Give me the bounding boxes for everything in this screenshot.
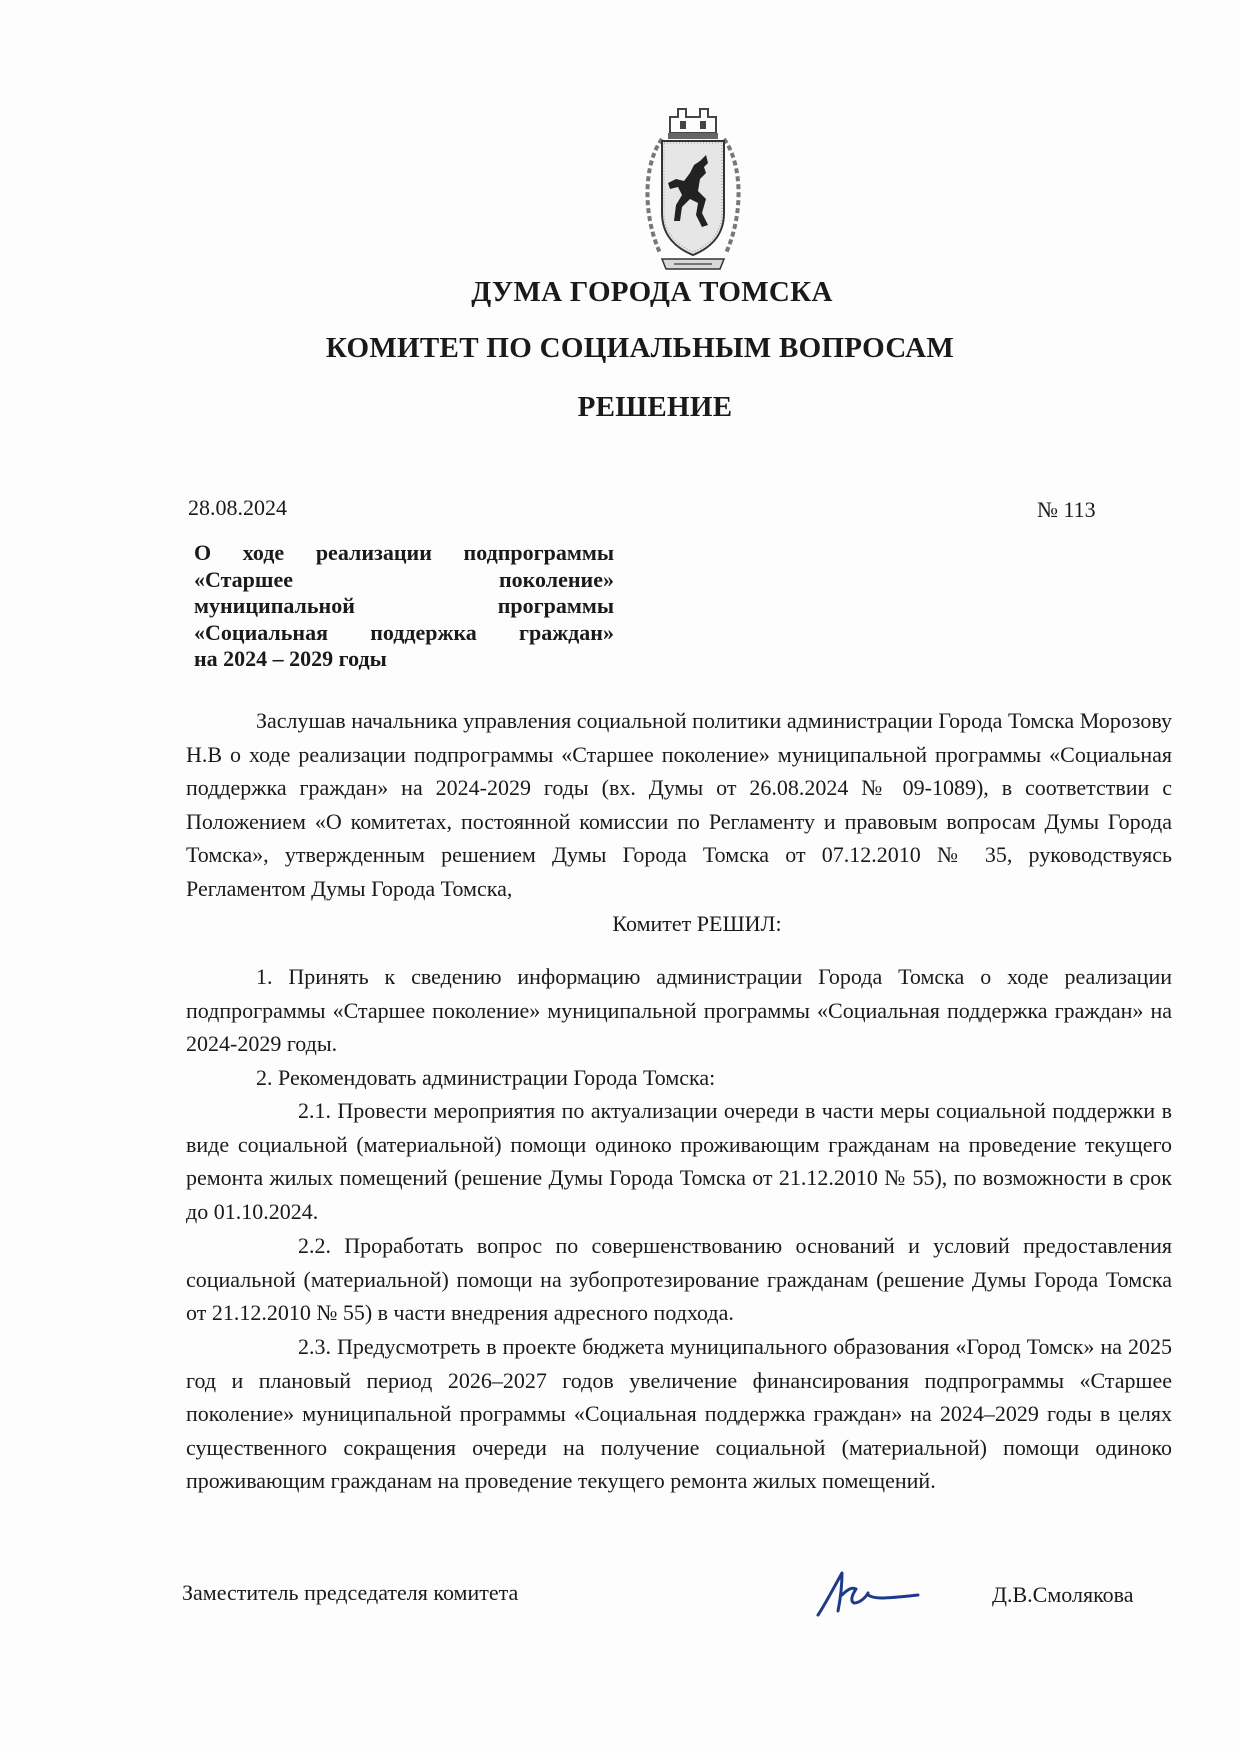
decision-item-2-1: 2.1. Провести мероприятия по актуализации очереди в части меры социальной поддержки в виде социальной (материальной) помощи одиноко проживающим гражданам на проведение текущего ремонта жилых помещений (решение Думы Города Томска от 21.12.2010 № 55), по возможности в срок до 01.10.2024. xyxy=(186,1098,1172,1224)
subject-line: на 2024 – 2029 годы xyxy=(194,646,387,671)
resolved-heading: Комитет РЕШИЛ: xyxy=(612,911,782,936)
signature-icon xyxy=(812,1565,922,1621)
committee-title: КОМИТЕТ ПО СОЦИАЛЬНЫМ ВОПРОСАМ xyxy=(325,332,955,364)
subject-line: муниципальной программы xyxy=(194,593,614,618)
subject-line: О ходе реализации подпрограммы xyxy=(194,540,614,565)
subject-line: «Старшее поколение» xyxy=(194,566,614,592)
document-type: РЕШЕНИЕ xyxy=(577,391,733,423)
decision-item-2: 2. Рекомендовать администрации Города Томска: xyxy=(256,1065,716,1090)
signer-title: Заместитель председателя комитета xyxy=(182,1580,519,1605)
coat-of-arms-icon xyxy=(640,103,746,279)
organization-title: ДУМА ГОРОДА ТОМСКА xyxy=(471,276,833,308)
decision-item-2-3: 2.3. Предусмотреть в проекте бюджета муниципального образования «Город Томск» на 2025 год и плановый период 2026–2027 годов увеличение финансирования подпрограммы «Старшее поколение» муниципальной программы «Социальная поддержка граждан» на 2024–2029 годы в целях существенного сокращения очереди на получение социальной (материальной) помощи одиноко проживающим гражданам на проведение текущего ремонта жилых помещений. xyxy=(186,1334,1172,1493)
preamble-paragraph: Заслушав начальника управления социальной политики администрации Города Томска Морозову Н.В о ходе реализации подпрограммы «Старшее поколение» муниципальной программы «Социальная поддержка граждан» на 2024-2029 годы (вх. Думы от 26.08.2024 № 09-1089), в соответствии с Положением «О комитетах, постоянной комиссии по Регламенту и правовым вопросам Думы Города Томска», утвержденным решением Думы Города Томска от 07.12.2010 № 35, руководствуясь Регламентом Думы Города Томска, xyxy=(186,708,1172,901)
signer-name: Д.В.Смолякова xyxy=(992,1582,1134,1607)
subject-line: «Социальная поддержка граждан» xyxy=(194,619,614,645)
document-subject xyxy=(194,540,614,673)
document-number: № 113 xyxy=(1037,497,1096,522)
document-date: 28.08.2024 xyxy=(188,495,287,520)
decision-item-2-2: 2.2. Проработать вопрос по совершенствованию оснований и условий предоставления социальной (материальной) помощи на зубопротезирование гражданам (решение Думы Города Томска от 21.12.2010 № 55) в части внедрения адресного подхода. xyxy=(186,1233,1172,1325)
decision-item-1: 1. Принять к сведению информацию администрации Города Томска о ходе реализации подпрограммы «Старшее поколение» муниципальной программы «Социальная поддержка граждан» на 2024-2029 годы. xyxy=(186,964,1172,1056)
